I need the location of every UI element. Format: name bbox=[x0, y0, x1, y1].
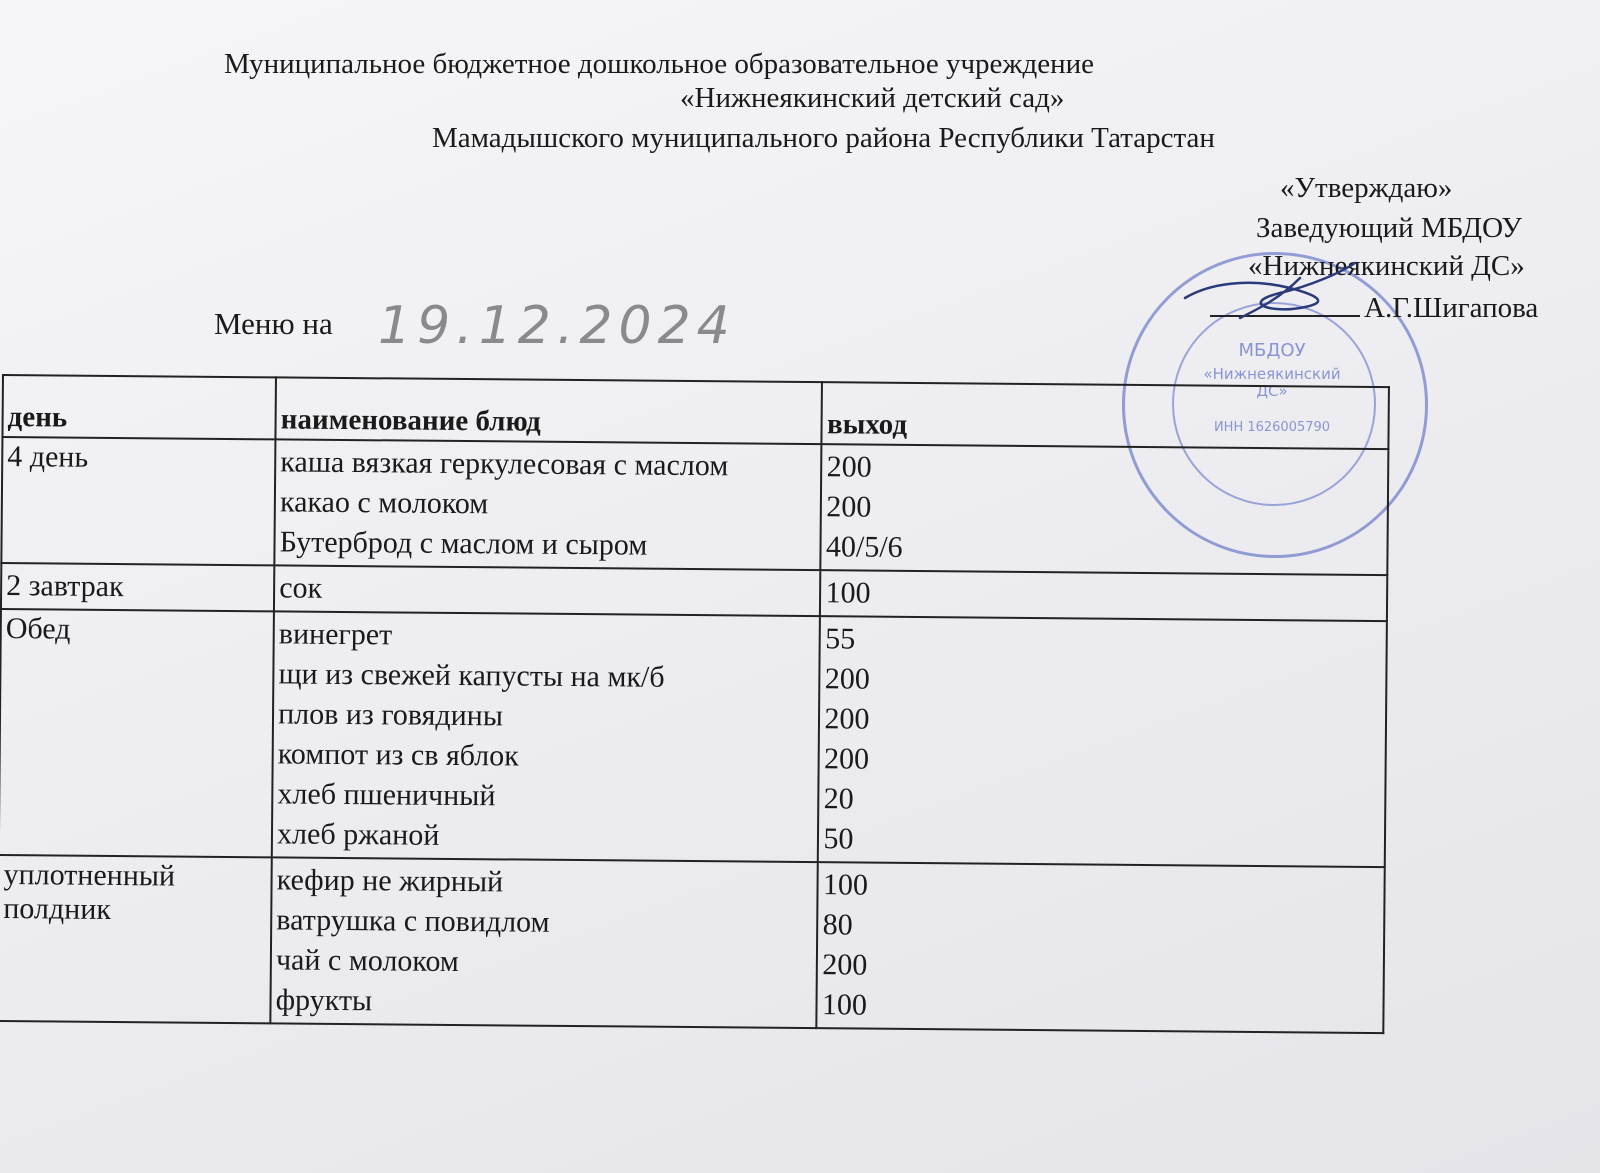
dish-item: какао с молоком bbox=[279, 485, 489, 521]
header-day: день bbox=[2, 375, 276, 439]
handwritten-signature bbox=[1180, 258, 1360, 338]
approval-line-2: Заведующий МБДОУ bbox=[1256, 212, 1522, 244]
output-item: 200 bbox=[824, 662, 870, 696]
day-cell: 4 день bbox=[1, 437, 275, 565]
dish-item: хлеб пшеничный bbox=[277, 777, 496, 813]
dish-item: плов из говядины bbox=[278, 697, 504, 733]
org-name-line-3: Мамадышского муниципального района Республики Татарстан bbox=[432, 122, 1215, 154]
output-item: 200 bbox=[823, 742, 870, 776]
output-cell bbox=[820, 570, 1387, 621]
menu-table bbox=[0, 374, 1390, 1034]
dish-cell bbox=[274, 439, 821, 570]
dish-item: сок bbox=[279, 571, 323, 605]
output-item: 200 bbox=[824, 702, 870, 736]
day-cell bbox=[1, 563, 275, 611]
output-item: 200 bbox=[826, 490, 872, 524]
output-cell bbox=[817, 862, 1385, 1033]
seal-inn: ИНН 1626005790 bbox=[1213, 420, 1331, 435]
output-cell bbox=[818, 616, 1387, 867]
menu-title: Меню на bbox=[214, 306, 333, 341]
dish-item: фрукты bbox=[275, 983, 373, 1018]
dish-item: чай с молоком bbox=[275, 943, 459, 979]
header-dish: наименование блюд bbox=[276, 377, 823, 444]
org-name-line-2: «Нижнеякинский детский сад» bbox=[680, 82, 1065, 114]
output-item: 200 bbox=[822, 948, 868, 982]
dish-item: компот из св яблок bbox=[277, 737, 519, 773]
dish-item: щи из свежей капусты на мк/б bbox=[278, 657, 665, 694]
seal-name-line-1: «Нижнеякинский bbox=[1203, 365, 1341, 383]
header-output: выход bbox=[822, 382, 1389, 449]
dish-item: Бутерброд с маслом и сыром bbox=[279, 525, 648, 562]
day-label: 2 завтрак bbox=[6, 569, 124, 604]
dish-item: хлеб ржаной bbox=[276, 817, 440, 852]
day-cell: уплотненный полдник bbox=[0, 855, 272, 1023]
output-item: 80 bbox=[822, 908, 853, 942]
seal-name-line-2: ДС» bbox=[1256, 382, 1288, 400]
output-item: 200 bbox=[826, 450, 872, 484]
output-item: 50 bbox=[823, 822, 854, 856]
table-row-breakfast bbox=[1, 437, 1388, 575]
signer-name: А.Г.Шигапова bbox=[1364, 292, 1539, 324]
org-name-line-1: Муниципальное бюджетное дошкольное образовательное учреждение bbox=[224, 48, 1094, 80]
menu-date-handwritten: 19.12.2024 bbox=[378, 296, 736, 356]
table-row-lunch bbox=[0, 609, 1387, 867]
day-cell: Обед bbox=[0, 609, 274, 857]
table-row-afternoon-snack bbox=[0, 855, 1385, 1033]
output-item: 20 bbox=[823, 782, 854, 816]
output-item: 55 bbox=[825, 622, 856, 656]
seal-title: МБДОУ bbox=[1238, 340, 1306, 361]
output-item: 100 bbox=[822, 868, 869, 902]
dish-item: ватрушка с повидлом bbox=[276, 903, 550, 939]
dish-cell bbox=[274, 565, 821, 616]
dish-item: кефир не жирный bbox=[276, 863, 504, 899]
dish-item: каша вязкая геркулесовая с маслом bbox=[280, 445, 729, 483]
output-item: 100 bbox=[821, 988, 868, 1022]
approval-line-1: «Утверждаю» bbox=[1280, 172, 1453, 204]
output-cell bbox=[821, 444, 1389, 575]
dish-cell bbox=[272, 611, 820, 862]
dish-cell bbox=[270, 857, 818, 1028]
dish-item: винегрет bbox=[278, 617, 393, 652]
output-item: 40/5/6 bbox=[825, 530, 903, 564]
output-item: 100 bbox=[825, 576, 871, 610]
approval-line-3: «Нижнеякинский ДС» bbox=[1248, 250, 1525, 282]
